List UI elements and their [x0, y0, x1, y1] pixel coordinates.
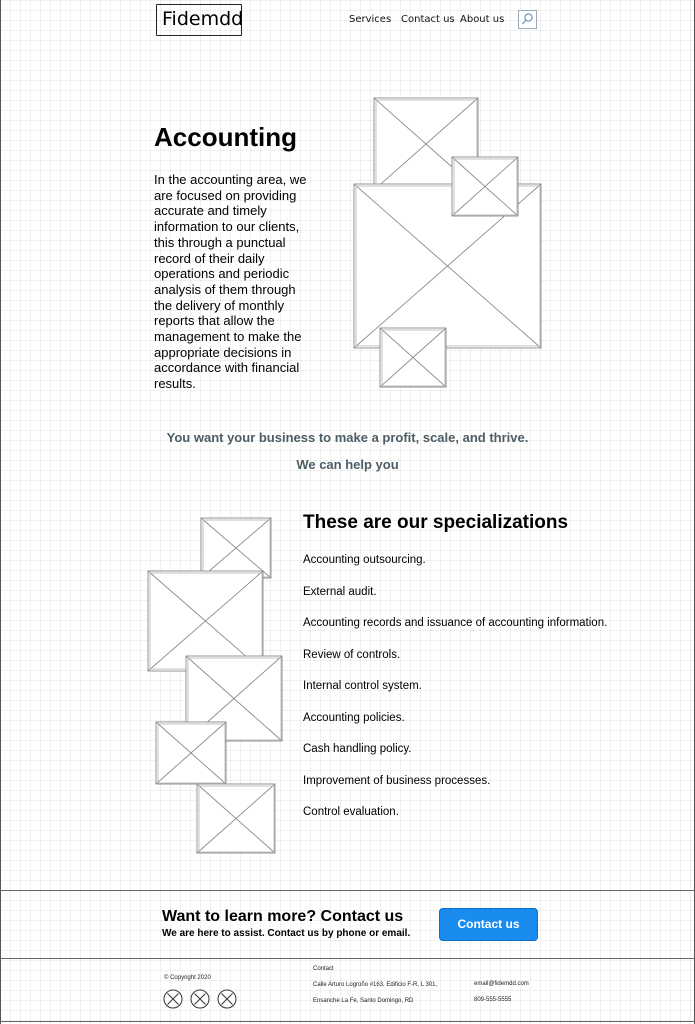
specializations-list [303, 552, 607, 836]
specializations-title: These are our specializations [303, 512, 569, 533]
contact-us-button[interactable]: Contact us [439, 908, 538, 941]
footer-email[interactable]: email@fidemdd.com [474, 981, 529, 987]
social-icon-3[interactable] [217, 989, 237, 1009]
hero-image-group [350, 94, 545, 392]
footer-bottom-divider [0, 1021, 695, 1022]
tagline-line2: We can help you [296, 457, 399, 472]
list-item: Accounting policies. [303, 711, 405, 724]
footer-address-line1: Calle Arturo Logroño #163, Edificio F-R, L 301, [313, 982, 438, 988]
image-placeholder-icon [197, 784, 275, 853]
list-item: Accounting outsourcing. [303, 554, 426, 566]
list-item: External audit. [303, 585, 377, 598]
search-icon [519, 11, 536, 28]
copyright: © Copyright 2020 [164, 975, 211, 981]
cta-subtitle: We are here to assist. Contact us by phone or email. [162, 928, 411, 939]
specializations-image-group [144, 514, 284, 858]
left-border [0, 0, 1, 1024]
nav-about-us[interactable]: About us [460, 14, 505, 25]
intro-paragraph: In the accounting area, we are focused on providing accurate and timely information to our clients, this through a punctual record of their daily operations and periodic analysis of them through the delivery of monthly reports that allow the management to make the appropriate decisions in accordance with financial results. [154, 172, 307, 392]
list-item: Control evaluation. [303, 806, 399, 818]
list-item: Cash handling policy. [303, 743, 412, 755]
page-title: Accounting [154, 122, 297, 152]
cta-title: Want to learn more? Contact us [162, 908, 404, 925]
footer-top-divider [0, 958, 695, 959]
social-icon-1[interactable] [163, 989, 183, 1009]
footer-contact-heading: Contact [313, 966, 334, 972]
nav-services[interactable]: Services [349, 14, 392, 25]
nav-contact-us[interactable]: Contact us [401, 14, 455, 25]
social-icon-2[interactable] [190, 989, 210, 1009]
search-button[interactable] [518, 10, 537, 29]
tagline-line1: You want your business to make a profit, scale, and thrive. [166, 430, 529, 445]
image-placeholder-icon [201, 518, 271, 578]
image-placeholder-icon [380, 328, 446, 387]
logo[interactable]: Fidemdd [156, 4, 242, 36]
footer-phone[interactable]: 809-555-5555 [474, 997, 512, 1003]
list-item: Improvement of business processes. [303, 774, 491, 787]
image-placeholder-icon [156, 722, 226, 784]
list-item: Accounting records and issuance of accounting information. [303, 617, 608, 629]
cta-top-divider [0, 890, 695, 891]
list-item: Review of controls. [303, 648, 401, 661]
image-placeholder-icon [452, 157, 518, 216]
list-item: Internal control system. [303, 680, 422, 692]
footer-address-line2: Ensanche La Fe, Santo Domingo, RD [313, 998, 414, 1004]
